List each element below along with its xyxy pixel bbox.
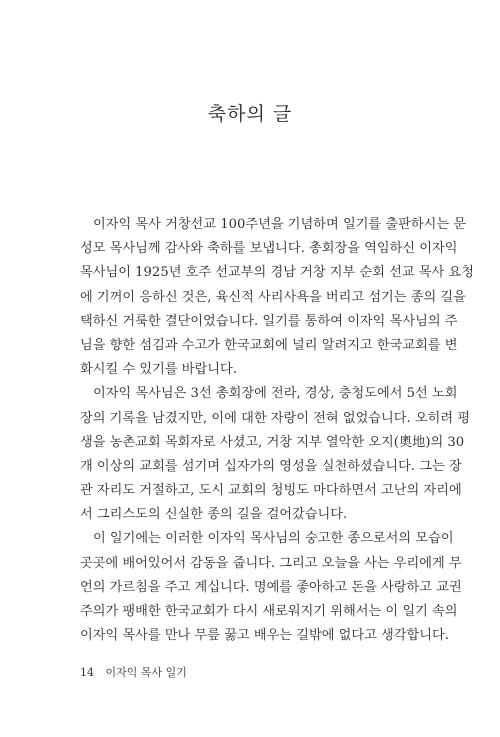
paragraph-3-line-2: 곳곳에 배어있어서 감동을 줍니다. 그리고 오늘을 사는 우리에게 무 (80, 555, 462, 571)
paragraph-3-line-3: 언의 가르침을 주고 계십니다. 명예를 좋아하고 돈을 사랑하고 교권 (80, 579, 462, 595)
body-text (80, 213, 474, 648)
paragraph-2-line-5: 관 자리도 거절하고, 도시 교회의 청빙도 마다하면서 고난의 자리에 (80, 483, 462, 499)
paragraph-2-line-6: 서 그리스도의 신실한 종의 길을 걸어갔습니다. (80, 507, 348, 523)
paragraph-3-line-1: 이 일기에는 이러한 이자익 목사님의 숭고한 종으로서의 모습이 (93, 531, 454, 547)
page-footer (80, 664, 187, 680)
paragraph-1-line-7: 화시킬 수 있기를 바랍니다. (80, 362, 237, 378)
paragraph-1-line-4: 에 기꺼이 응하신 것은, 육신적 사리사욕을 버리고 섬기는 종의 길을 (80, 289, 466, 305)
paragraph-2-line-3: 생을 농촌교회 목회자로 사셨고, 거창 지부 열악한 오지(奧地)의 30 (80, 434, 465, 450)
paragraph-2-line-2: 장의 기록을 남겼지만, 이에 대한 자랑이 전혀 없었습니다. 오히려 평 (80, 410, 471, 426)
page-title: 축하의 글 (207, 103, 293, 125)
page-number: 14 (80, 666, 94, 679)
paragraph-1-line-3: 목사님이 1925년 호주 선교부의 경남 거창 지부 순회 선교 목사 요청 (80, 265, 474, 281)
paragraph-1-line-1: 이자익 목사 거창선교 100주년을 기념하며 일기를 출판하시는 문 (93, 217, 466, 232)
paragraph-3-line-4: 주의가 팽배한 한국교회가 다시 새로워지기 위해서는 이 일기 속의 (80, 604, 458, 619)
running-title: 이자익 목사 일기 (105, 666, 187, 679)
paragraph-1-line-2: 성모 목사님께 감사와 축하를 보냅니다. 총회장을 역임하신 이자익 (80, 241, 458, 257)
paragraph-1-line-5: 택하신 거룩한 결단이었습니다. 일기를 통하여 이자익 목사님의 주 (80, 313, 458, 329)
paragraph-2-line-4: 개 이상의 교회를 섬기며 십자가의 영성을 실천하셨습니다. 그는 장 (80, 458, 462, 474)
paragraph-1-line-6: 님을 향한 섬김과 수고가 한국교회에 널리 알려지고 한국교회를 변 (80, 337, 458, 353)
paragraph-2-line-1: 이자익 목사님은 3선 총회장에 전라, 경상, 충청도에서 5선 노회 (93, 386, 458, 402)
paragraph-3-line-5: 이자익 목사를 만나 무릎 꿇고 배우는 길밖에 없다고 생각합니다. (80, 628, 449, 644)
